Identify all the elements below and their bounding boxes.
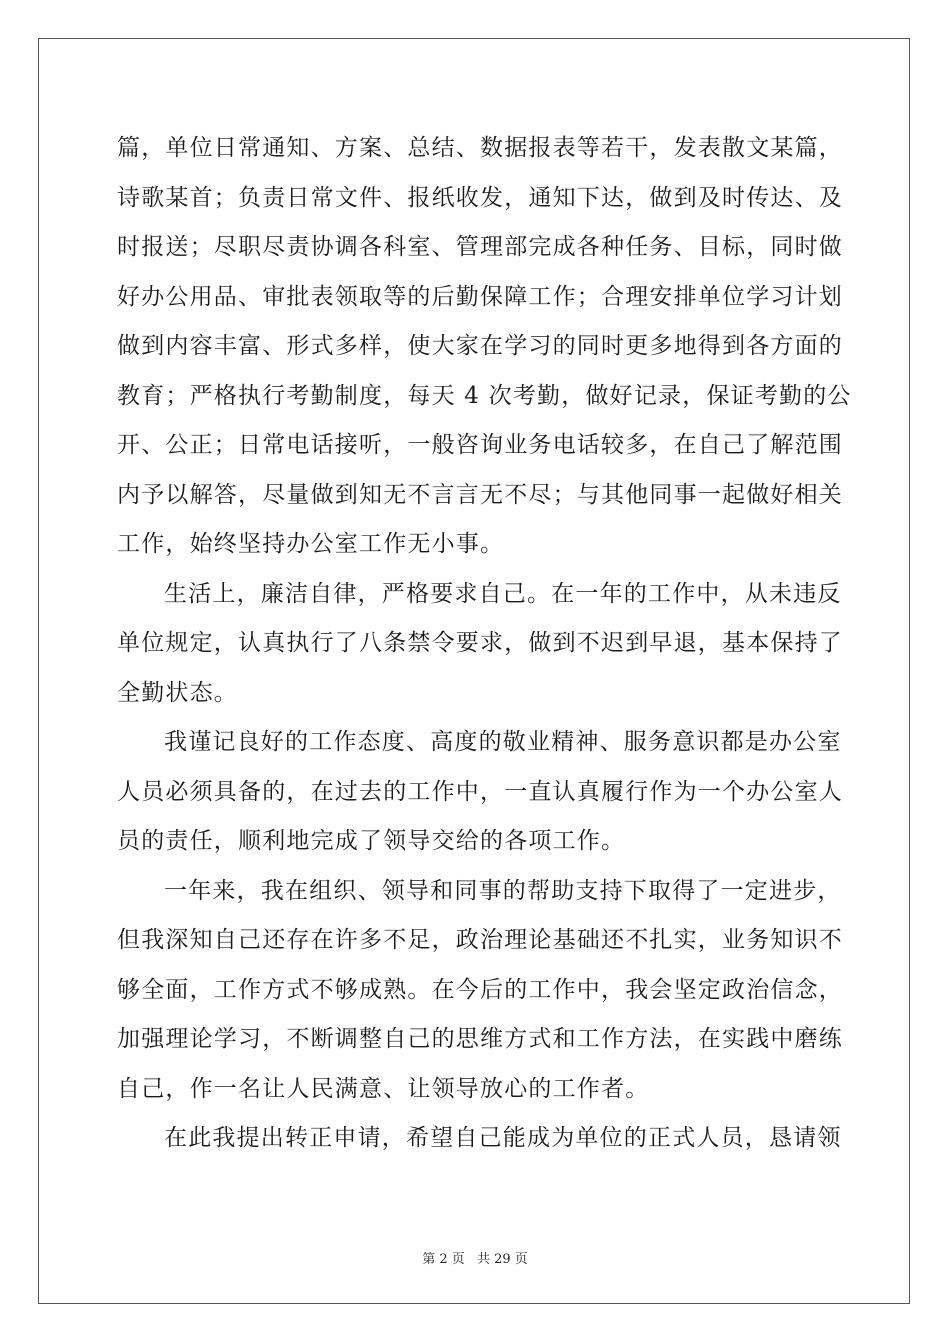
text-line: 在此我提出转正申请，希望自己能成为单位的正式人员，恳请领	[164, 1125, 842, 1151]
document-body	[117, 124, 852, 1164]
text-line: 够全面，工作方式不够成熟。在今后的工作中，我会坚定政治信念，	[117, 976, 843, 1003]
text-line: 内予以解答，尽量做到知无不言言无不尽；与其他同事一起做好相关	[117, 481, 843, 508]
text-line: 开、公正；日常电话接听，一般咨询业务电话较多，在自己了解范围	[117, 432, 843, 458]
text-line: 全勤状态。	[117, 679, 238, 706]
text-line: 好办公用品、审批表领取等的后勤保障工作；合理安排单位学习计划	[117, 283, 843, 310]
text-line: 教育；严格执行考勤制度，每天 4 次考勤，做好记录，保证考勤的公	[117, 382, 852, 409]
text-line: 单位规定，认真执行了八条禁令要求，做到不迟到早退，基本保持了	[117, 630, 843, 656]
text-line: 员的责任，顺利地完成了领导交给的各项工作。	[117, 828, 626, 854]
text-line: 诗歌某首；负责日常文件、报纸收发，通知下达，做到及时传达、及	[117, 184, 843, 211]
page-number: 第 2 页	[422, 1252, 465, 1267]
text-line: 一年来，我在组织、领导和同事的帮助支持下取得了一定进步，	[164, 877, 842, 904]
page-total: 共 29 页	[476, 1252, 528, 1267]
text-line: 我谨记良好的工作态度、高度的敬业精神、服务意识都是办公室	[164, 729, 842, 755]
text-line: 时报送；尽职尽责协调各科室、管理部完成各种任务、目标，同时做	[117, 234, 843, 260]
text-line: 加强理论学习，不断调整自己的思维方式和工作方法，在实践中磨练	[117, 1026, 843, 1052]
text-line: 工作，始终坚持办公室工作无小事。	[117, 531, 505, 557]
text-line: 但我深知自己还存在许多不足，政治理论基础还不扎实，业务知识不	[117, 927, 843, 953]
text-line: 做到内容丰富、形式多样，使大家在学习的同时更多地得到各方面的	[117, 333, 843, 359]
text-line: 生活上，廉洁自律，严格要求自己。在一年的工作中，从未违反	[164, 580, 842, 607]
text-line: 人员必须具备的，在过去的工作中，一直认真履行作为一个办公室人	[117, 778, 843, 805]
text-line: 篇，单位日常通知、方案、总结、数据报表等若干，发表散文某篇，	[117, 135, 843, 161]
page-footer	[0, 1248, 950, 1267]
text-line: 自己，作一名让人民满意、让领导放心的工作者。	[117, 1075, 650, 1102]
